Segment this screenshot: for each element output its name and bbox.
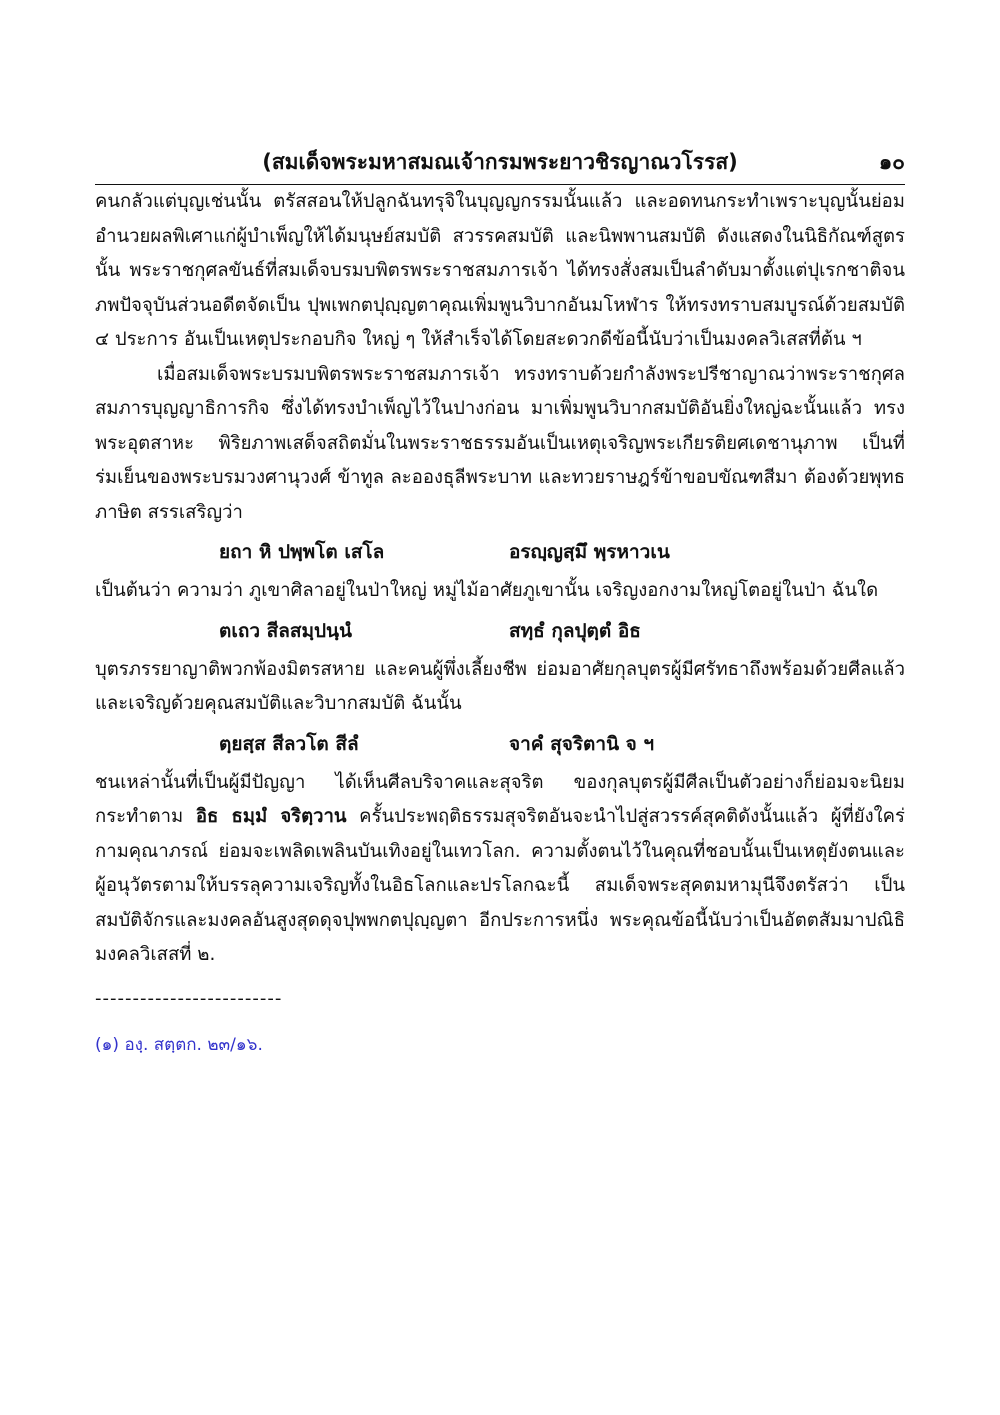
pali-verse-1	[95, 534, 905, 570]
footnote: (๑) องฺ. สตฺตก. ๒๓/๑๖.	[95, 1034, 263, 1055]
paragraph-3: เป็นต้นว่า ความว่า ภูเขาศิลาอยู่ในป่าใหญ่ หมู่ไม้อาศัยภูเขานั้น เจริญงอกงามใหญ่โตอยู่ในป่า ฉันใด	[95, 580, 879, 601]
footnote-separator: -------------------------	[95, 987, 283, 1009]
page-header	[95, 140, 905, 185]
paragraph-5	[95, 766, 905, 973]
paragraph-1: คนกลัวแต่บุญเช่นนั้น ตรัสสอนให้ปลูกฉันทรุจิในบุญญกรรมนั้นแล้ว และอดทนกระทำเพราะบุญนั้นย่อมอำนวยผลพิเศาแก่ผู้บำเพ็ญให้ได้มนุษย์สมบัติ สวรรคสมบัติ และนิพพานสมบัติ ดังแสดงในนิธิกัณฑ์สูตรนั้น พระราชกุศลขันธ์ที่สมเด็จบรมบพิตรพระราชสมภารเจ้า ได้ทรงสั่งสมเป็นลำดับมาตั้งแต่ปุเรกชาติจนภพปัจจุบันส่วนอดีตจัดเป็น ปุพเพกตปุญฺญตาคุณเพิ่มพูนวิบากอันมโหฬาร ให้ทรงทราบสมบูรณ์ด้วยสมบัติ ๔ ประการ อันเป็นเหตุประกอบกิจ ใหญ่ ๆ ให้สำเร็จได้โดยสะดวกดีข้อนี้นับว่าเป็นมงคลวิเสสที่ต้น ฯ	[95, 191, 905, 350]
document-page	[95, 140, 905, 1058]
paragraph-4: บุตรภรรยาญาติพวกพ้องมิตรสหาย และคนผู้พึ่งเลี้ยงชีพ ย่อมอาศัยกุลบุตรผู้มีศรัทธาถึงพร้อมด้วยศีลแล้ว และเจริญด้วยคุณสมบัติและวิบากสมบัติ ฉันนั้น	[95, 658, 905, 714]
pali-verse-3	[95, 726, 905, 762]
page-number: ๑๐	[878, 150, 905, 174]
pali-verse-2-right: สทฺธํ กุลปุตฺตํ อิธ	[509, 619, 641, 642]
page-title: (สมเด็จพระมหาสมณเจ้ากรมพระยาวชิรญาณวโรรส)	[262, 150, 738, 174]
document-body	[95, 185, 905, 973]
pali-verse-1-right: อรญฺญสฺมึ พฺรหาวเน	[509, 541, 670, 563]
pali-verse-2	[95, 613, 905, 649]
paragraph-2: เมื่อสมเด็จพระบรมบพิตรพระราชสมภารเจ้า ทรงทราบด้วยกำลังพระปรีชาญาณว่าพระราชกุศลสมภารบุญญาธิการกิจ ซึ่งได้ทรงบำเพ็ญไว้ในปางก่อน มาเพิ่มพูนวิบากสมบัติอันยิ่งใหญ่ฉะนั้นแล้ว ทรงพระอุตสาหะ พิริยภาพเสด็จสถิตมั่นในพระราชธรรมอันเป็นเหตุเจริญพระเกียรติยศเดชานุภาพ เป็นที่ร่มเย็นของพระบรมวงศานุวงศ์ ข้าทูล ละอองธุลีพระบาท และทวยราษฎร์ข้าขอบขัณฑสีมา ต้องด้วยพุทธภาษิต สรรเสริญว่า	[95, 363, 905, 523]
paragraph-5-pali-bold: อิธ ธมฺมํ จริตฺวาน	[195, 806, 347, 827]
pali-verse-3-left: ตฺยสฺส สีลวโต สีลํ	[219, 732, 359, 755]
pali-verse-3-right: จาคํ สุจริตานิ จ ฯ	[509, 732, 655, 755]
pali-verse-1-left: ยถา หิ ปพฺพโต เสโล	[219, 541, 385, 563]
pali-verse-2-left: ตเถว สีลสมฺปนฺนํ	[219, 619, 353, 642]
paragraph-5-part-b: ครั้นประพฤติธรรมสุจริตอันจะนำไปสู่สวรรค์สุคติดังนั้นแล้ว ผู้ที่ยังใคร่กามคุณาภรณ์ ย่อมจะเพลิดเพลินบันเทิงอยู่ในเทวโลก. ความตั้งตนไว้ในคุณที่ชอบนั้นเป็นเหตุยังตนและผู้อนุวัตรตามให้บรรลุความเจริญทั้งในอิธโลกและปรโลกฉะนี้ สมเด็จพระสุคตมหามุนีจึงตรัสว่า เป็นสมบัติจักรและมงคลอันสูงสุดดุจปุพพกตปุญฺญตา อีกประการหนึ่ง พระคุณข้อนี้นับว่าเป็นอัตตสัมมาปณิธิ มงคลวิเสสที่ ๒.	[95, 806, 905, 965]
paragraph-5-part-a: ชนเหล่านั้นที่เป็นผู้มีปัญญา ได้เห็นศีลบริจาคและสุจริต ของกุลบุตรผู้มีศีลเป็นตัวอย่างก็ย่อมจะนิยมกระทำตาม	[95, 771, 905, 827]
